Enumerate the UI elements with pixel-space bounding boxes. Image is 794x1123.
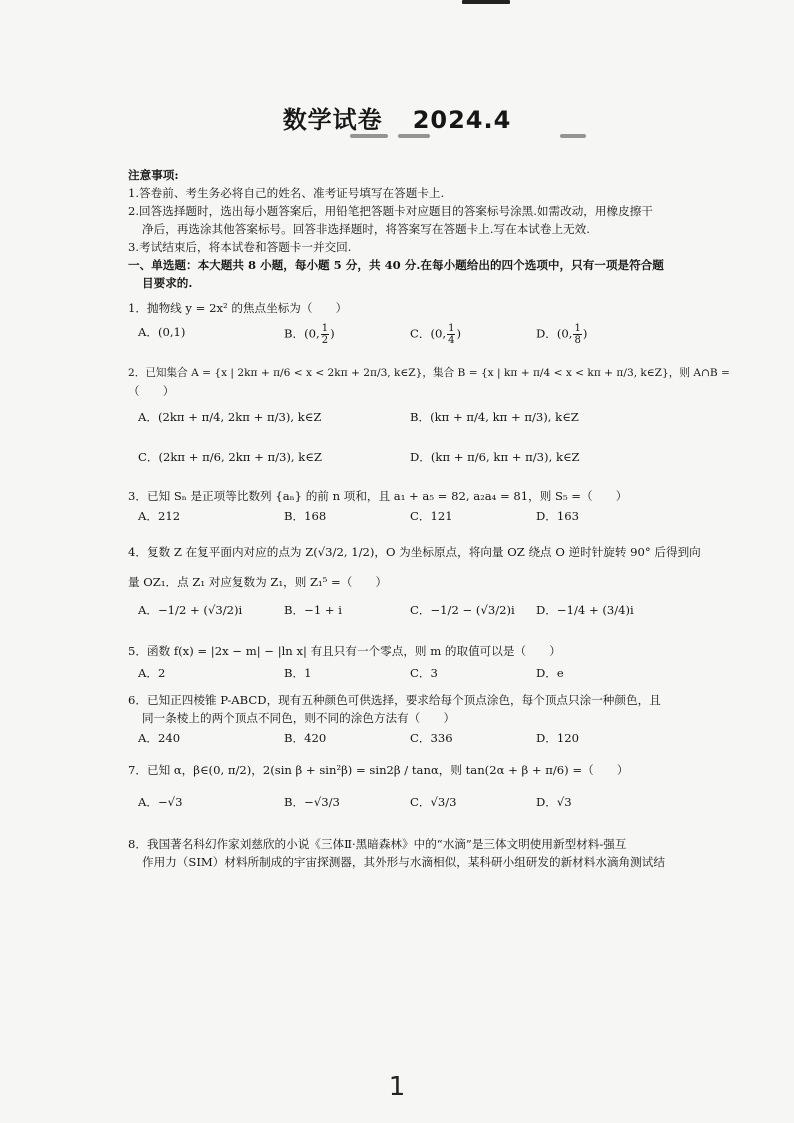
- option-a: A．212: [138, 509, 181, 523]
- option-d: D．(0, $\frac{1}{8}$ ): [536, 323, 588, 346]
- option-c: C．√3/3: [410, 795, 457, 809]
- option-b: B．(0, $\frac{1}{2}$ ): [284, 323, 335, 346]
- option-d: D．(kπ + π/6, kπ + π/3), k∈Z: [410, 450, 580, 464]
- note-item: 2.回答选择题时，选出每小题答案后，用铅笔把答题卡对应题目的答案标号涂黑.如需改动，用橡皮擦干: [128, 204, 653, 218]
- option-a: A．240: [138, 731, 181, 745]
- question-5-stem: 5．函数 f(x) = |2x − m| − |ln x| 有且只有一个零点，则 m 的取值可以是（ ）: [128, 644, 561, 658]
- option-d: D．−1/4 + (3/4)i: [536, 603, 634, 617]
- question-6-stem-cont: 同一条棱上的两个顶点不同色，则不同的涂色方法有（ ）: [142, 711, 456, 725]
- option-c: C．(2kπ + π/6, 2kπ + π/3), k∈Z: [138, 450, 322, 464]
- option-b: B．−√3/3: [284, 795, 340, 809]
- note-item: 1.答卷前、考生务必将自己的姓名、准考证号填写在答题卡上.: [128, 186, 445, 200]
- option-d: D．163: [536, 509, 580, 523]
- option-c: C．336: [410, 731, 453, 745]
- question-7-options: [128, 793, 720, 827]
- question-1-stem: 1．抛物线 y = 2x² 的焦点坐标为（ ）: [128, 301, 348, 315]
- option-b: B．(kπ + π/4, kπ + π/3), k∈Z: [410, 410, 579, 424]
- note-item: 净后，再选涂其他答案标号。回答非选择题时，将答案写在答题卡上.写在本试卷上无效.: [142, 222, 590, 236]
- notes-heading: 注意事项:: [128, 168, 179, 182]
- option-d: D．120: [536, 731, 580, 745]
- option-a: A．−1/2 + (√3/2)i: [138, 603, 243, 617]
- question-4-stem-cont: 量 OZ₁．点 Z₁ 对应复数为 Z₁，则 Z₁⁵ =（ ）: [128, 575, 388, 589]
- question-6-options: [128, 729, 720, 749]
- question-4-options: [128, 601, 720, 635]
- option-c: C．−1/2 − (√3/2)i: [410, 603, 515, 617]
- option-c: C．3: [410, 666, 438, 680]
- question-6-stem: 6．已知正四棱锥 P-ABCD，现有五种颜色可供选择，要求给每个顶点涂色，每个顶点只涂一种颜色，且: [128, 693, 661, 707]
- question-3-options: [128, 507, 720, 527]
- title-text: 数学试卷: [282, 106, 383, 134]
- option-d: D．√3: [536, 795, 572, 809]
- title-date: 2024.4: [412, 106, 512, 134]
- option-a: A．(0,1): [138, 325, 186, 339]
- scan-mark: [462, 0, 510, 4]
- option-a: A．2: [138, 666, 166, 680]
- question-2-options-row1: [128, 406, 720, 440]
- option-b: B．168: [284, 509, 327, 523]
- section-header-cont: 目要求的.: [142, 276, 193, 290]
- option-d: D．e: [536, 666, 564, 680]
- option-b: B．420: [284, 731, 327, 745]
- option-c: C．121: [410, 509, 453, 523]
- option-c: C．(0, $\frac{1}{4}$ ): [410, 323, 461, 346]
- note-item: 3.考试结束后，将本试卷和答题卡一并交回.: [128, 240, 352, 254]
- page-title: [0, 100, 794, 135]
- question-5-options: [128, 664, 720, 684]
- question-7-stem: 7．已知 α，β∈(0, π/2)，2(sin β + sin²β) = sin2β / tanα，则 tan(2α + β + π/6) =（ ）: [128, 763, 629, 777]
- option-b: B．1: [284, 666, 312, 680]
- scan-smudge: [560, 134, 586, 138]
- option-b: B．−1 + i: [284, 603, 342, 617]
- option-a: A．(2kπ + π/4, 2kπ + π/3), k∈Z: [138, 410, 322, 424]
- question-8-stem: 8．我国著名科幻作家刘慈欣的小说《三体Ⅱ·黑暗森林》中的“水滴”是三体文明使用新型材料-强互: [128, 837, 627, 851]
- scan-smudge: [398, 134, 430, 138]
- scan-smudge: [350, 134, 388, 138]
- question-1-options: [128, 323, 720, 357]
- section-header: 一、单选题：本大题共 8 小题，每小题 5 分，共 40 分.在每小题给出的四个选项中，只有一项是符合题: [128, 258, 664, 272]
- option-a: A．−√3: [138, 795, 183, 809]
- exam-content: [128, 166, 730, 871]
- question-4-stem: 4．复数 Z 在复平面内对应的点为 Z(√3/2, 1/2)，O 为坐标原点，将向量 OZ 绕点 O 逆时针旋转 90° 后得到向: [128, 545, 701, 559]
- question-2-stem: 2．已知集合 A = {x | 2kπ + π/6 < x < 2kπ + 2π/3, k∈Z}，集合 B = {x | kπ + π/4 < x < kπ + π/3, k∈Z}，则 A∩B =: [128, 367, 730, 379]
- question-2-stem-cont: （ ）: [128, 384, 175, 398]
- question-3-stem: 3．已知 Sₙ 是正项等比数列 {aₙ} 的前 n 项和，且 a₁ + a₅ = 82, a₂a₄ = 81，则 S₅ =（ ）: [128, 489, 628, 503]
- page-number: 1: [388, 1072, 406, 1102]
- question-8-stem-cont: 作用力（SIM）材料所制成的宇宙探测器，其外形与水滴相似，某科研小组研发的新材料水滴角测试结: [142, 855, 665, 869]
- question-2-options-row2: [128, 446, 720, 480]
